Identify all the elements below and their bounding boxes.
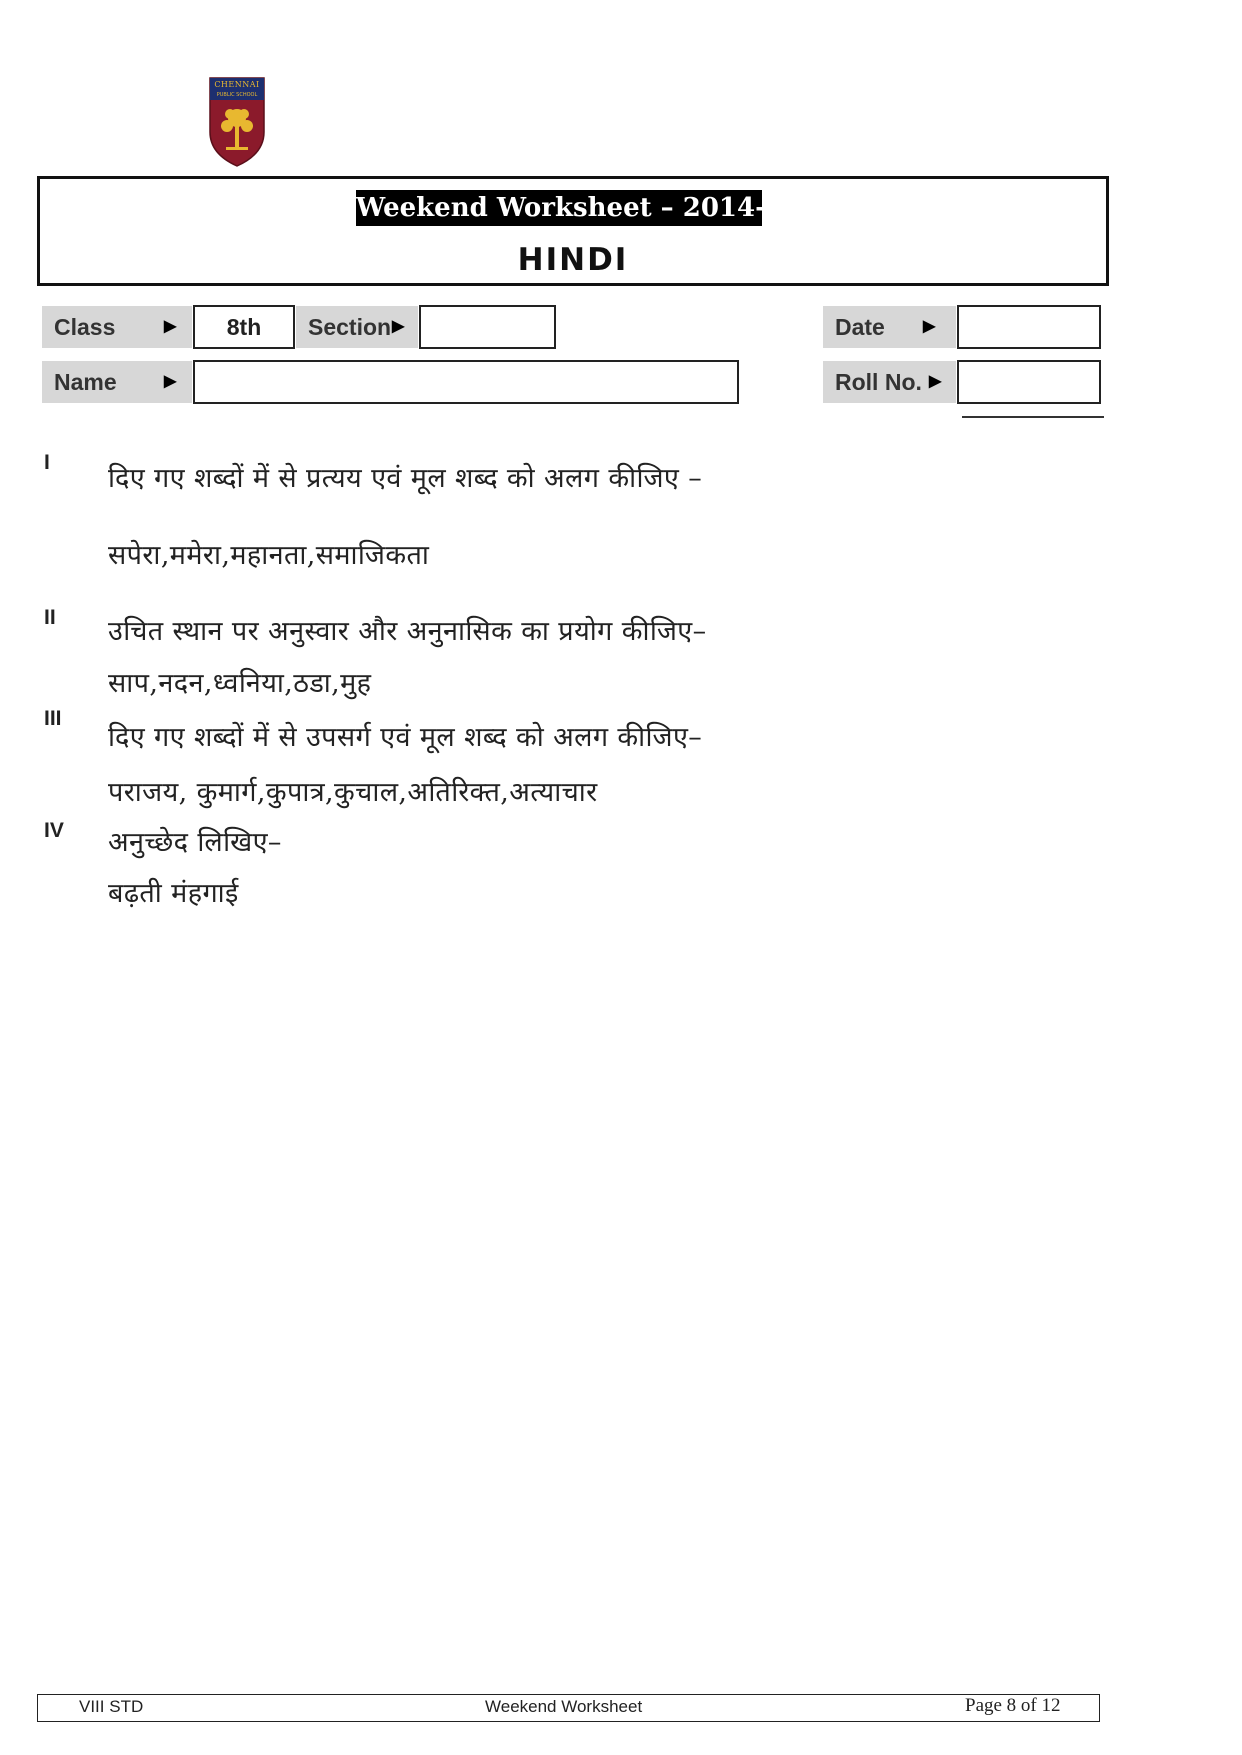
footer-page-number: Page 8 of 12 xyxy=(965,1695,1061,1716)
roll-no-field[interactable] xyxy=(957,360,1101,404)
question-text: उचित स्थान पर अनुस्वार और अनुनासिक का प्रयोग कीजिए– xyxy=(108,616,707,647)
class-field[interactable]: 8th xyxy=(193,305,295,349)
school-logo-icon xyxy=(208,74,266,168)
arrow-right-icon: ▶ xyxy=(164,373,177,390)
logo-text-top: CHENNAI xyxy=(214,80,260,89)
question-words: साप,नदन,ध्वनिया,ठडा,मुह xyxy=(108,668,372,699)
roll-no-label: Roll No. ▶ xyxy=(823,361,956,403)
arrow-right-icon: ▶ xyxy=(929,373,942,390)
logo-text-bottom: PUBLIC SCHOOL xyxy=(216,92,258,98)
question-text: अनुच्छेद लिखिए– xyxy=(108,827,282,858)
question-number: II xyxy=(44,606,56,629)
question-number: III xyxy=(44,707,62,730)
worksheet-title: Weekend Worksheet – 2014-15 xyxy=(356,190,762,226)
name-label: Name ▶ xyxy=(42,361,192,403)
question-words: सपेरा,ममेरा,महानता,समाजिकता xyxy=(108,540,430,571)
date-field[interactable] xyxy=(957,305,1101,349)
question-text: दिए गए शब्दों में से उपसर्ग एवं मूल शब्द को अलग कीजिए– xyxy=(108,722,703,753)
section-label: Section ▶ xyxy=(296,306,418,348)
question-number: I xyxy=(44,451,50,474)
arrow-right-icon: ▶ xyxy=(392,318,405,335)
question-words: बढ़ती मंहगाई xyxy=(108,878,239,909)
arrow-right-icon: ▶ xyxy=(164,318,177,335)
question-words: पराजय, कुमार्ग,कुपात्र,कुचाल,अतिरिक्त,अत्याचार xyxy=(108,777,598,808)
question-number: IV xyxy=(44,819,64,842)
question-text: दिए गए शब्दों में से प्रत्यय एवं मूल शब्द को अलग कीजिए – xyxy=(108,463,703,494)
date-label: Date ▶ xyxy=(823,306,956,348)
footer-title: Weekend Worksheet xyxy=(485,1697,643,1716)
class-label: Class ▶ xyxy=(42,306,192,348)
subject-heading: HINDI xyxy=(517,242,629,278)
footer-class: VIII STD xyxy=(79,1697,144,1716)
arrow-right-icon: ▶ xyxy=(923,318,936,335)
name-field[interactable] xyxy=(193,360,739,404)
divider xyxy=(962,416,1104,418)
section-field[interactable] xyxy=(419,305,556,349)
